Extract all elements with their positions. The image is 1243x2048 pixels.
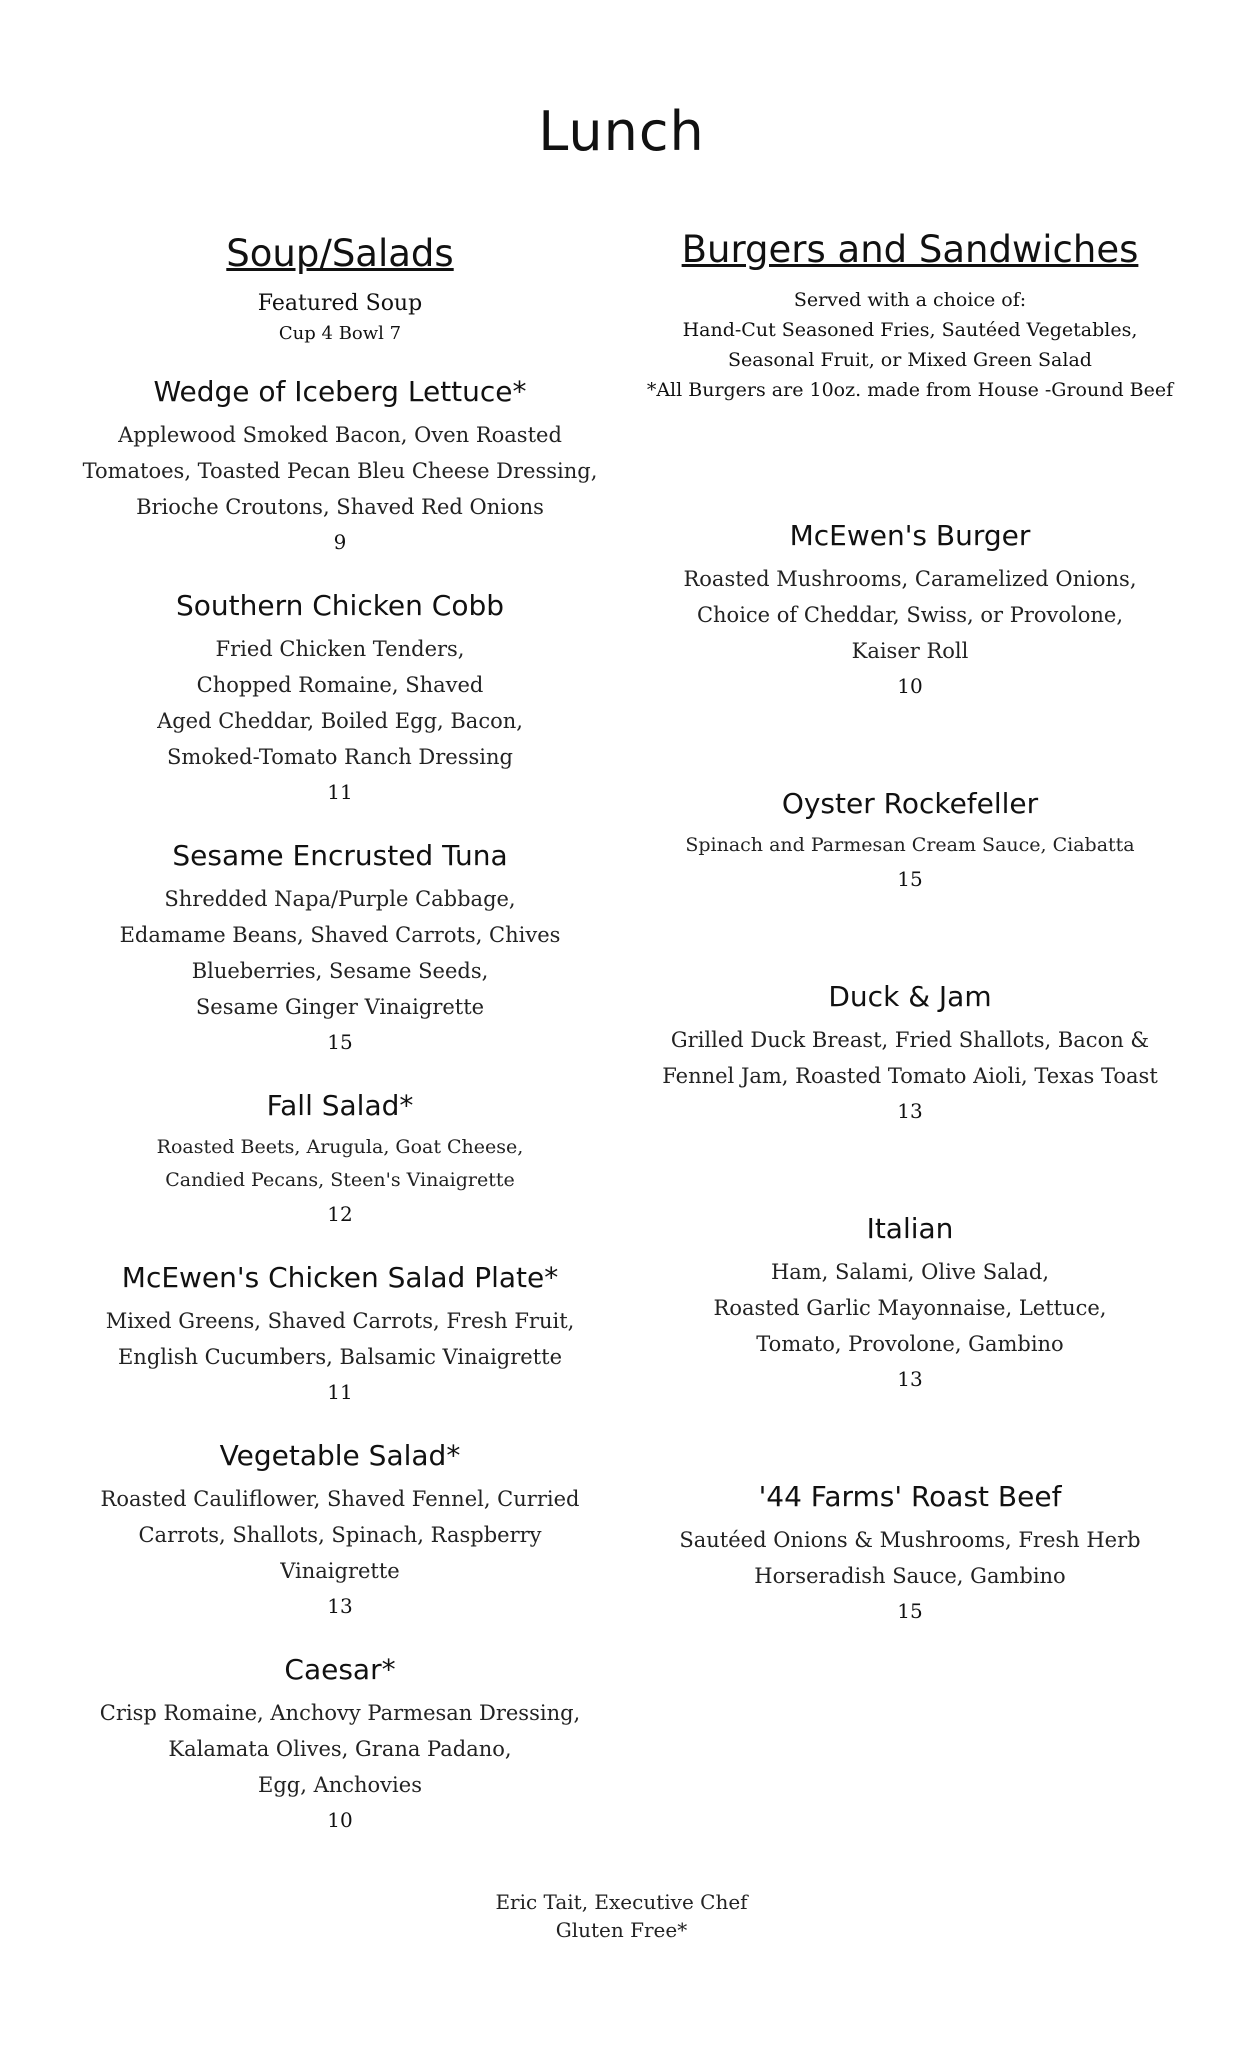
section-heading-soup-salads: Soup/Salads [226, 232, 454, 275]
item-desc: Spinach and Parmesan Cream Sauce, Ciabatta [685, 834, 1135, 856]
item-price: 13 [897, 1099, 923, 1123]
item-desc: Horseradish Sauce, Gambino [754, 1564, 1066, 1588]
item-desc: Roasted Garlic Mayonnaise, Lettuce, [713, 1296, 1107, 1320]
item-desc: Brioche Croutons, Shaved Red Onions [136, 495, 544, 519]
item-price: 15 [897, 1599, 923, 1623]
item-name: Southern Chicken Cobb [175, 589, 505, 622]
item-name: Fall Salad* [266, 1089, 414, 1122]
item-desc: Roasted Cauliflower, Shaved Fennel, Curried [100, 1487, 580, 1511]
item-name: Wedge of Iceberg Lettuce* [153, 375, 527, 408]
item-desc: Choice of Cheddar, Swiss, or Provolone, [696, 603, 1124, 627]
item-price: 13 [897, 1367, 923, 1391]
item-name: McEwen's Chicken Salad Plate* [121, 1261, 559, 1294]
menu-item [80, 1651, 600, 1835]
item-desc: Roasted Mushrooms, Caramelized Onions, [683, 567, 1137, 591]
menu-item [80, 1259, 600, 1407]
item-price: 15 [897, 867, 923, 891]
menu-item [80, 587, 600, 807]
item-price: 11 [327, 1380, 353, 1404]
item-desc: Shredded Napa/Purple Cabbage, [164, 887, 516, 911]
menu-item [80, 373, 600, 557]
section-heading-burgers-sandwiches: Burgers and Sandwiches [681, 228, 1139, 271]
item-name: Duck & Jam [828, 980, 992, 1013]
item-desc: Egg, Anchovies [258, 1773, 422, 1797]
item-desc: Crisp Romaine, Anchovy Parmesan Dressing, [99, 1701, 581, 1725]
item-desc: Edamame Beans, Shaved Carrots, Chives [119, 923, 561, 947]
item-desc: Aged Cheddar, Boiled Egg, Bacon, [157, 709, 523, 733]
item-desc: Tomato, Provolone, Gambino [756, 1332, 1064, 1356]
item-name: Caesar* [284, 1653, 396, 1686]
item-price: 15 [327, 1030, 353, 1054]
item-desc: Candied Pecans, Steen's Vinaigrette [165, 1169, 515, 1191]
item-desc: Ham, Salami, Olive Salad, [770, 1260, 1050, 1284]
menu-item [645, 517, 1175, 701]
item-desc: Mixed Greens, Shaved Carrots, Fresh Fruit, [105, 1309, 575, 1333]
menu-item [645, 978, 1175, 1126]
item-price: 11 [327, 780, 353, 804]
item-price: 10 [327, 1808, 353, 1832]
gluten-free-note: Gluten Free* [555, 1918, 688, 1942]
item-desc: Fennel Jam, Roasted Tomato Aioli, Texas Toast [662, 1064, 1158, 1088]
soup-salads-column [80, 232, 600, 1835]
footer [0, 1888, 1243, 1944]
item-desc: Smoked-Tomato Ranch Dressing [167, 745, 513, 769]
item-desc: Tomatoes, Toasted Pecan Bleu Cheese Dressing, [82, 459, 598, 483]
item-price: 9 [333, 530, 347, 554]
item-name: Sesame Encrusted Tuna [172, 839, 508, 872]
item-name: McEwen's Burger [789, 519, 1031, 552]
item-desc: Grilled Duck Breast, Fried Shallots, Bacon & [670, 1028, 1150, 1052]
item-desc: Sautéed Onions & Mushrooms, Fresh Herb [679, 1528, 1141, 1552]
item-desc: Chopped Romaine, Shaved [196, 673, 484, 697]
item-desc: Carrots, Shallots, Spinach, Raspberry Vinaigrette [138, 1523, 542, 1583]
item-name: Vegetable Salad* [219, 1439, 461, 1472]
item-desc: Sesame Ginger Vinaigrette [195, 995, 485, 1019]
item-price: 13 [327, 1594, 353, 1618]
item-desc: Kaiser Roll [851, 639, 969, 663]
menu-item [80, 1087, 600, 1229]
featured-soup: Featured Soup [257, 291, 423, 316]
item-desc: Roasted Beets, Arugula, Goat Cheese, [156, 1136, 524, 1158]
menu-item [645, 1478, 1175, 1626]
executive-chef: Eric Tait, Executive Chef [495, 1890, 748, 1914]
menu-item [80, 1437, 600, 1621]
side-choices: Seasonal Fruit, or Mixed Green Salad [728, 349, 1092, 371]
item-desc: English Cucumbers, Balsamic Vinaigrette [117, 1345, 563, 1369]
menu-item [645, 785, 1175, 894]
menu-item [80, 837, 600, 1057]
item-name: Oyster Rockefeller [781, 787, 1039, 820]
item-price: 10 [897, 674, 923, 698]
item-name: '44 Farms' Roast Beef [758, 1480, 1062, 1513]
featured-soup-price: Cup 4 Bowl 7 [278, 323, 402, 344]
item-price: 12 [327, 1202, 353, 1226]
burger-note: *All Burgers are 10oz. made from House -Ground Beef [646, 379, 1174, 401]
item-desc: Fried Chicken Tenders, [215, 637, 465, 661]
item-name: Italian [866, 1212, 954, 1245]
burgers-sandwiches-column [645, 228, 1175, 1626]
menu-item [645, 1210, 1175, 1394]
side-choices: Hand-Cut Seasoned Fries, Sautéed Vegetables, [682, 319, 1138, 341]
page-title: Lunch [538, 100, 705, 163]
item-desc: Kalamata Olives, Grana Padano, [168, 1737, 512, 1761]
item-desc: Applewood Smoked Bacon, Oven Roasted [118, 423, 562, 447]
served-with-label: Served with a choice of: [793, 289, 1027, 311]
item-desc: Blueberries, Sesame Seeds, [191, 959, 489, 983]
